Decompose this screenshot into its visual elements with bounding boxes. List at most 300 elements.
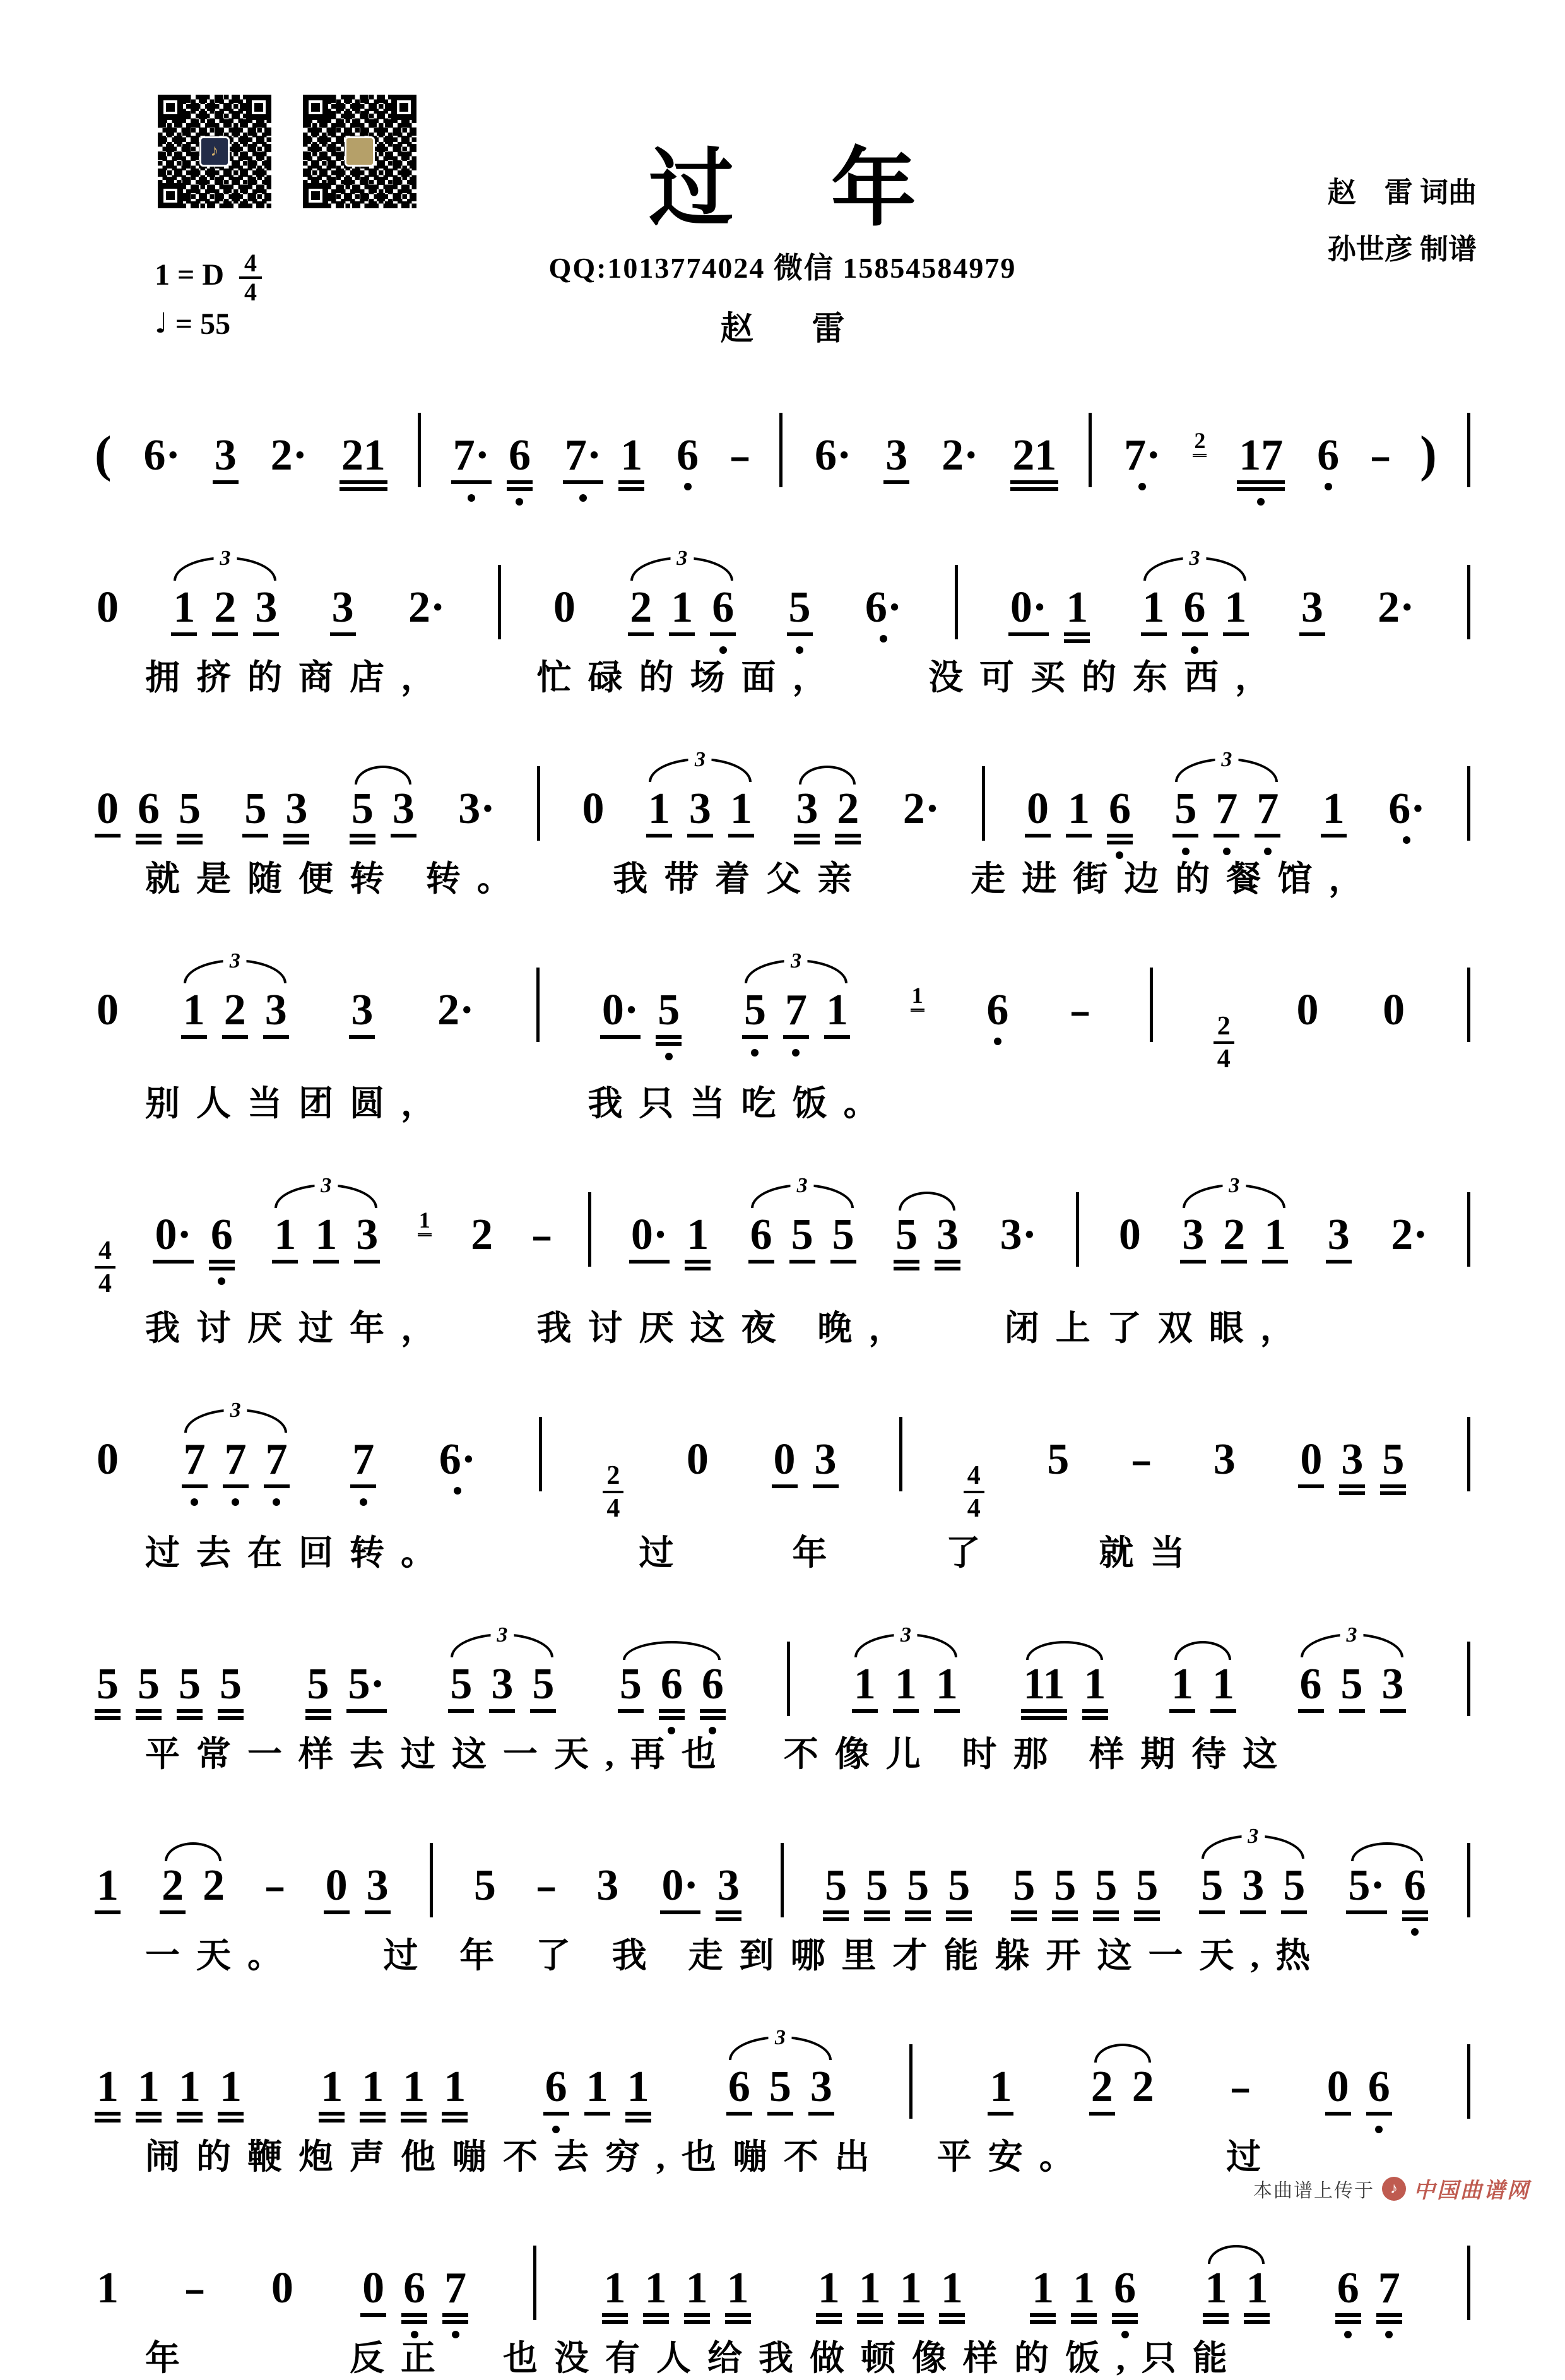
note-digit: 5	[448, 1662, 474, 1713]
note-digit: 3	[349, 988, 375, 1039]
octave-dot	[1138, 483, 1146, 490]
note-digit: 6	[659, 1662, 685, 1713]
lyrics-row: 年 反正 也没有人给我做顿像样的饭,只能	[145, 2339, 1244, 2377]
note	[808, 2065, 834, 2116]
note	[1298, 1662, 1324, 1713]
note	[218, 1662, 244, 1713]
beam-line	[1203, 2320, 1229, 2324]
slur-arc	[623, 1641, 721, 1660]
note	[1071, 2266, 1097, 2317]
note	[264, 1435, 290, 1488]
note-digit: 5	[242, 787, 268, 838]
note	[883, 431, 909, 484]
note	[646, 784, 672, 838]
note	[725, 2266, 751, 2317]
note	[222, 988, 248, 1039]
note	[789, 1213, 815, 1264]
note	[813, 431, 853, 480]
tuplet-group	[448, 1623, 556, 1713]
beam-line	[1011, 1917, 1037, 1921]
note	[1130, 2065, 1156, 2109]
note	[186, 2266, 204, 2311]
beam-group	[95, 784, 203, 838]
octave-dot	[1264, 848, 1272, 855]
beam-group	[324, 1861, 391, 1914]
note-digit: 6·	[1388, 784, 1426, 833]
note-digit: 1	[988, 2065, 1013, 2116]
beam-line	[136, 1716, 162, 1720]
octave-dot	[273, 1498, 280, 1506]
note-digit: 1	[1169, 1662, 1195, 1713]
note	[1093, 1861, 1119, 1914]
note	[984, 988, 1010, 1033]
note	[1169, 1662, 1195, 1713]
beam-line	[319, 2119, 345, 2122]
note-digit: 3	[354, 1213, 380, 1264]
note	[469, 1213, 495, 1257]
lyrics-row: 拥挤的商店， 忙碌的场面， 没可买的东西，	[145, 658, 1287, 697]
beam-group	[1011, 1861, 1160, 1914]
note-digit: 5	[177, 787, 203, 838]
note	[710, 583, 736, 636]
notation-row	[95, 1784, 1470, 1914]
beam-line	[939, 2320, 965, 2324]
music-system	[95, 2186, 1470, 2380]
note-digit: 3	[1339, 1438, 1365, 1488]
note-digit: -	[535, 1861, 558, 1910]
note-digit: 0·	[153, 1213, 193, 1264]
credit-notation: 孙世彦 制谱	[1327, 234, 1477, 265]
note	[675, 431, 700, 480]
note	[142, 431, 182, 480]
octave-dot	[454, 1487, 461, 1495]
notation-row	[95, 1985, 1470, 2116]
note	[1262, 1213, 1288, 1264]
parenthesis: )	[1420, 427, 1437, 482]
note	[269, 431, 309, 480]
barline	[1467, 1417, 1470, 1491]
note-digit: 3	[213, 434, 239, 484]
tuplet-number: 3	[784, 949, 808, 973]
note-digit: 1	[852, 1662, 878, 1713]
note	[1112, 2266, 1138, 2317]
tuplet-group	[852, 1623, 960, 1713]
time-signature	[964, 1462, 984, 1522]
barline	[1467, 2044, 1470, 2119]
tuplet-group	[272, 1174, 380, 1264]
note-digit: 3	[489, 1662, 515, 1713]
note	[1199, 1861, 1225, 1914]
note	[354, 1213, 380, 1264]
note	[594, 1861, 620, 1910]
notation-row	[95, 2186, 1470, 2317]
beam-group	[823, 1861, 972, 1914]
note-digit: 11	[1021, 1662, 1066, 1713]
note	[349, 988, 375, 1039]
tuplet-number: 3	[1340, 1623, 1364, 1647]
beam-line	[507, 487, 533, 491]
note-digit: 1	[1071, 2266, 1097, 2317]
note	[136, 1662, 162, 1713]
note-digit: 2	[222, 988, 248, 1039]
note	[742, 988, 768, 1039]
note-digit: 5	[894, 1213, 919, 1264]
note-digit: 1	[684, 2266, 710, 2317]
tuplet-number: 3	[213, 547, 237, 571]
beam-group	[1325, 2065, 1392, 2116]
note	[182, 1435, 208, 1488]
tuplet-number: 3	[223, 949, 247, 973]
grace-note: 1	[418, 1207, 432, 1236]
beam-line	[716, 1917, 741, 1921]
music-system	[95, 1133, 1470, 1350]
note	[181, 988, 207, 1039]
note-digit: 7	[223, 1438, 249, 1488]
barline	[537, 766, 540, 841]
octave-dot	[1191, 646, 1198, 654]
note	[1402, 1861, 1428, 1914]
note-digit: 6	[1335, 2266, 1361, 2317]
beam-line	[95, 1716, 121, 1720]
time-signature-top: 2	[1214, 1012, 1234, 1044]
note-digit: 7	[1376, 2266, 1402, 2317]
barline	[1089, 413, 1092, 487]
note	[489, 1662, 515, 1713]
note-digit: 2·	[408, 583, 446, 632]
barline	[1467, 1642, 1470, 1716]
note	[153, 1213, 193, 1264]
octave-dot	[1385, 2331, 1393, 2338]
beam-line	[360, 2119, 386, 2122]
note-digit: 6·	[865, 583, 902, 632]
octave-dot	[1375, 2126, 1383, 2133]
octave-dot	[796, 646, 803, 654]
note	[401, 2266, 427, 2317]
note-digit: 6	[507, 434, 533, 484]
tuplet-group	[182, 1399, 290, 1488]
note-digit: 6	[209, 1213, 235, 1264]
note-digit: 1	[95, 1864, 121, 1914]
note-digit: 2	[1131, 2063, 1154, 2111]
beam-line	[1071, 2320, 1097, 2324]
beam-line	[1021, 1716, 1066, 1720]
note	[213, 431, 239, 484]
octave-dot	[232, 1498, 239, 1506]
note	[716, 1861, 741, 1914]
beam-group	[563, 431, 644, 484]
tuplet-number: 3	[894, 1623, 918, 1647]
note-digit: 3	[263, 988, 289, 1039]
note-digit: -	[264, 1861, 286, 1910]
note-digit: 7·	[563, 434, 603, 484]
note	[272, 1213, 298, 1264]
key-signature	[155, 247, 262, 306]
note	[1182, 583, 1208, 636]
key-label: 1 = D	[155, 258, 225, 292]
note-digit: 3	[883, 434, 909, 484]
beam-line	[305, 1716, 331, 1720]
tuplet-number: 3	[314, 1174, 338, 1198]
note-digit: 1	[442, 2065, 468, 2116]
note	[391, 784, 416, 838]
note	[728, 784, 754, 838]
note-digit: -	[1369, 431, 1392, 480]
notation-row	[95, 1358, 1470, 1523]
notation-row	[95, 353, 1470, 484]
beam-line	[725, 2320, 751, 2324]
note	[95, 1435, 121, 1484]
note-digit: 3	[794, 787, 820, 838]
note	[1237, 431, 1285, 484]
note-digit: 5	[742, 988, 768, 1039]
beam-group	[1030, 2266, 1138, 2317]
note	[1366, 2065, 1392, 2116]
tuplet-number: 3	[490, 1623, 514, 1647]
beam-group	[305, 1662, 387, 1713]
note-digit: 3	[687, 787, 713, 838]
note	[685, 1213, 711, 1264]
note	[1294, 988, 1320, 1033]
octave-dot	[579, 494, 587, 502]
note-digit: 1	[857, 2266, 883, 2317]
note-digit: 7	[783, 988, 809, 1039]
note	[350, 1435, 376, 1488]
note-digit: 6	[401, 2266, 427, 2317]
note	[618, 431, 644, 484]
note	[1299, 583, 1325, 636]
note-digit: 5	[1011, 1864, 1037, 1914]
note	[448, 1662, 474, 1713]
note-digit: 5	[905, 1864, 931, 1914]
lyrics-row: 闹的鞭炮声他嘣不去穷,也嘣不出 平安。 过	[145, 2138, 1278, 2176]
note	[177, 784, 203, 838]
octave-dot	[191, 1498, 198, 1506]
note	[787, 583, 813, 636]
barline	[781, 1843, 784, 1917]
note-digit: 5	[1281, 1864, 1307, 1914]
beam-line	[177, 841, 203, 844]
footer	[1253, 2173, 1530, 2204]
barline	[536, 968, 540, 1042]
slur-group	[1346, 1861, 1427, 1914]
note-digit: 3	[596, 1861, 619, 1910]
note	[1369, 431, 1392, 480]
note-digit: -	[1229, 2063, 1252, 2111]
note	[940, 431, 980, 480]
music-system	[95, 506, 1470, 699]
note-digit: -	[729, 431, 752, 480]
beam-line	[1376, 2320, 1402, 2324]
note-digit: 5·	[1346, 1864, 1386, 1914]
note-digit: 5	[95, 1662, 121, 1713]
note-digit: 3	[813, 1438, 839, 1488]
tempo-value: = 55	[175, 307, 231, 341]
note-digit: 6	[710, 586, 736, 636]
slur-arc	[1026, 1641, 1102, 1660]
octave-dot	[1325, 483, 1332, 490]
beam-group	[1008, 583, 1090, 636]
grace-note: 2	[1193, 427, 1207, 457]
note	[1315, 431, 1341, 480]
beam-line	[946, 1917, 972, 1921]
slur-arc	[355, 766, 411, 784]
beam-line	[218, 1716, 244, 1720]
beam-line	[1082, 1716, 1108, 1720]
beam-line	[1107, 841, 1133, 844]
lyrics-row: 过去在回转。 过 年 了 就当	[145, 1534, 1202, 1572]
note	[600, 988, 641, 1039]
beam-line	[136, 2119, 162, 2122]
note-digit: 5	[1052, 1864, 1078, 1914]
note	[946, 1861, 972, 1914]
tuplet-number: 3	[688, 748, 712, 772]
note	[242, 784, 268, 838]
note	[1066, 784, 1092, 838]
note	[1380, 1435, 1406, 1488]
note-digit: 6	[1112, 2266, 1138, 2317]
note-digit: 5	[823, 1864, 849, 1914]
note	[552, 583, 577, 632]
note-digit: 1	[218, 2065, 244, 2116]
time-signature-top: 4	[95, 1237, 115, 1269]
beam-line	[894, 1267, 919, 1270]
note	[656, 988, 682, 1039]
note	[401, 2065, 427, 2116]
note	[628, 583, 654, 636]
note	[442, 2266, 468, 2317]
barline	[1467, 766, 1470, 841]
note	[350, 784, 375, 838]
note	[1141, 583, 1167, 636]
octave-dot	[665, 1053, 673, 1060]
note-digit: 6	[136, 787, 162, 838]
note	[209, 1213, 235, 1264]
note	[177, 1662, 203, 1713]
artist-name: 赵 雷	[720, 311, 870, 347]
barline	[1076, 1192, 1079, 1267]
note-digit: 3	[1299, 586, 1325, 636]
beam-line	[905, 1917, 931, 1921]
octave-dot	[1344, 2331, 1352, 2338]
note-digit: 1	[1321, 787, 1347, 838]
note	[584, 2065, 610, 2116]
octave-dot	[452, 2331, 459, 2338]
music-lines	[0, 353, 1565, 2380]
note	[437, 1435, 478, 1484]
beam-line	[857, 2320, 883, 2324]
octave-dot	[218, 1277, 225, 1285]
qr-finder-icon	[246, 95, 271, 120]
beam-group	[629, 1213, 711, 1264]
grace-note: 1	[911, 982, 924, 1012]
note-digit: 5	[218, 1662, 244, 1713]
note	[1030, 2266, 1056, 2317]
notation-row	[95, 908, 1470, 1074]
beam-group	[1335, 2266, 1402, 2317]
note	[253, 583, 279, 636]
note-digit: 3·	[458, 784, 495, 833]
note-digit: 3	[365, 1864, 391, 1914]
qr-finder-icon	[391, 95, 416, 120]
note-digit: 2	[203, 1861, 225, 1910]
barline	[498, 565, 501, 639]
note-digit: 6	[986, 986, 1009, 1034]
note	[1011, 1861, 1037, 1914]
beam-line	[209, 1267, 235, 1270]
tuplet-group	[1199, 1825, 1307, 1914]
beam-line	[1093, 1917, 1119, 1921]
note	[1376, 2266, 1402, 2317]
note-digit: 1	[618, 434, 644, 484]
note-digit: 3	[716, 1864, 741, 1914]
note-digit: 1	[728, 787, 754, 838]
note	[1117, 1213, 1143, 1257]
note	[700, 1662, 726, 1713]
beam-line	[823, 1917, 849, 1921]
note-digit: 1	[95, 2065, 121, 2116]
tempo-marking	[155, 307, 262, 341]
beam-line	[401, 2320, 427, 2324]
note-digit: 2·	[1378, 583, 1415, 632]
note-digit: 6	[1317, 431, 1340, 480]
note-digit: 0	[97, 1435, 119, 1484]
octave-dot	[719, 646, 727, 654]
note	[330, 583, 356, 636]
note-digit: 0	[1383, 986, 1405, 1034]
tuplet-group	[181, 949, 289, 1039]
time-signature	[95, 1237, 115, 1297]
note	[687, 784, 713, 838]
beam-line	[1052, 1917, 1078, 1921]
slur-group	[1021, 1662, 1107, 1713]
barline	[909, 2044, 912, 2119]
note-digit: 6·	[439, 1435, 476, 1484]
note-digit: 2	[1089, 2065, 1115, 2116]
note	[360, 2065, 386, 2116]
note	[218, 2065, 244, 2116]
note-digit: 1	[401, 2065, 427, 2116]
note	[726, 2065, 752, 2116]
note-digit: 0	[271, 2264, 293, 2312]
octave-dot	[1182, 848, 1190, 855]
time-signature-bottom: 4	[1217, 1045, 1231, 1074]
note-digit: 5	[864, 1864, 890, 1914]
note	[263, 988, 289, 1039]
note	[1339, 1435, 1365, 1488]
beam-line	[1380, 1491, 1406, 1495]
note-digit: 1	[171, 586, 197, 636]
note-digit: 1	[360, 2065, 386, 2116]
note-digit: 0	[1118, 1211, 1141, 1259]
beam-group	[600, 988, 682, 1039]
note	[934, 1662, 960, 1713]
beam-line	[1134, 1917, 1160, 1921]
note	[1172, 784, 1198, 838]
note	[1130, 1435, 1153, 1484]
note-digit: 0	[324, 1864, 350, 1914]
note-digit: 0	[553, 583, 576, 632]
slur-arc	[899, 1192, 955, 1211]
note	[95, 2065, 121, 2116]
note	[1381, 988, 1407, 1033]
barline	[1467, 1192, 1470, 1267]
note-digit: 1	[602, 2266, 628, 2317]
note-digit: 5	[1134, 1864, 1160, 1914]
notation-row	[95, 1133, 1470, 1298]
note-digit: 5	[1172, 787, 1198, 838]
note	[319, 2065, 345, 2116]
contact-line: QQ:1013774024 微信 15854584979	[548, 252, 1017, 284]
